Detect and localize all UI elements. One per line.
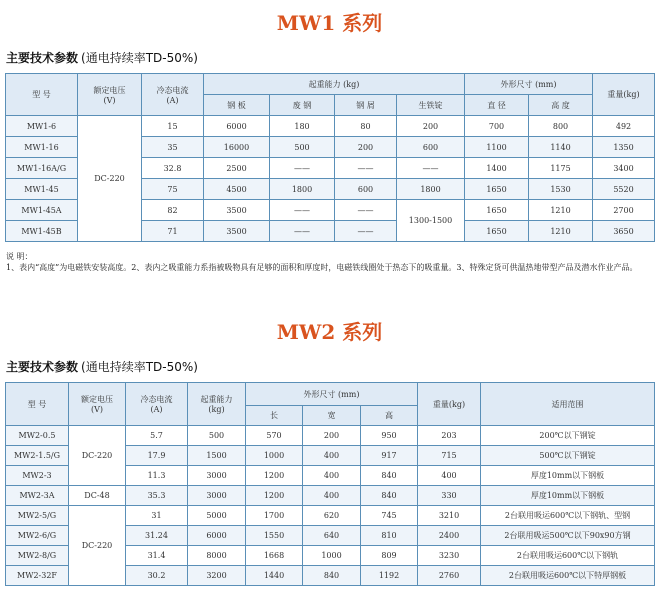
mw1-cell-current: 32.8 — [142, 158, 204, 179]
mw1-cell-pig: —— — [397, 158, 465, 179]
mw1-th-chips: 钢 屑 — [335, 95, 397, 116]
mw1-cell-chips: —— — [335, 200, 397, 221]
mw1-cell-scrap: —— — [270, 158, 335, 179]
mw1-th-voltage-unit: (V) — [103, 95, 116, 105]
mw2-cell-model: MW2-6/G — [6, 526, 69, 546]
mw1-cell-weight: 492 — [593, 116, 655, 137]
mw1-cell-height: 1140 — [529, 137, 593, 158]
mw2-cell-usage: 2台联用吸运500℃以下90x90方钢 — [481, 526, 655, 546]
mw2-cell-weight: 2400 — [418, 526, 481, 546]
mw2-cell-weight: 400 — [418, 466, 481, 486]
mw2-cell-length: 1000 — [246, 446, 303, 466]
mw1-th-diameter: 直 径 — [465, 95, 529, 116]
mw1-cell-voltage: DC-220 — [78, 116, 142, 242]
mw1-cell-model: MW1-45B — [6, 221, 78, 242]
mw2-cell-usage: 2台联用吸运600℃以下钢轨、型钢 — [481, 506, 655, 526]
mw1-cell-current: 71 — [142, 221, 204, 242]
mw2-cell-capacity: 8000 — [188, 546, 246, 566]
mw1-cell-current: 15 — [142, 116, 204, 137]
mw2-cell-usage: 厚度10mm以下钢板 — [481, 486, 655, 506]
mw2-cell-length: 1550 — [246, 526, 303, 546]
mw2-cell-model: MW2-3A — [6, 486, 69, 506]
mw1-cell-weight: 3650 — [593, 221, 655, 242]
mw1-cell-current: 35 — [142, 137, 204, 158]
mw1-th-scrap: 废 钢 — [270, 95, 335, 116]
mw2-cell-length: 1700 — [246, 506, 303, 526]
mw2-table-row — [6, 506, 655, 526]
mw2-cell-weight: 3210 — [418, 506, 481, 526]
mw2-cell-current: 17.9 — [126, 446, 188, 466]
mw2-cell-current: 30.2 — [126, 566, 188, 586]
mw1-cell-current: 82 — [142, 200, 204, 221]
mw2-cell-weight: 2760 — [418, 566, 481, 586]
mw1-cell-plate: 16000 — [204, 137, 270, 158]
mw1-cell-scrap: —— — [270, 221, 335, 242]
mw2-cell-length: 1200 — [246, 486, 303, 506]
mw2-cell-width: 400 — [303, 486, 361, 506]
mw1-notes — [6, 251, 658, 273]
mw1-cell-model: MW1-16A/G — [6, 158, 78, 179]
mw1-header-row-1 — [6, 74, 655, 95]
mw1-th-weight: 重量(kg) — [593, 74, 655, 116]
mw1-cell-pig-shared: 1300-1500 — [397, 200, 465, 242]
mw1-table-row — [6, 116, 655, 137]
mw2-cell-voltage: DC-220 — [69, 506, 126, 586]
mw2-cell-current: 31.4 — [126, 546, 188, 566]
mw2-cell-capacity: 6000 — [188, 526, 246, 546]
mw1-cell-height: 1210 — [529, 200, 593, 221]
mw2-subhead-note: (通电持续率TD-50%) — [81, 360, 198, 374]
mw2-cell-capacity: 500 — [188, 426, 246, 446]
mw2-th-length: 长 — [246, 406, 303, 426]
mw1-title: MW1 系列 — [276, 11, 383, 35]
mw1-cell-plate: 3500 — [204, 221, 270, 242]
mw2-cell-height: 840 — [361, 486, 418, 506]
mw2-cell-voltage: DC-220 — [69, 426, 126, 486]
mw1-cell-chips: 200 — [335, 137, 397, 158]
mw2-cell-current: 11.3 — [126, 466, 188, 486]
mw1-cell-pig: 600 — [397, 137, 465, 158]
mw2-cell-capacity: 3000 — [188, 486, 246, 506]
mw2-th-dims: 外形尺寸 (mm) — [246, 383, 418, 406]
mw2-cell-height: 810 — [361, 526, 418, 546]
mw1-notes-text: 1、表内“高度”为电磁铁安装高度。2、表内之吸重能力系指被吸物具有足够的面积和厚度时，电磁铁线圈处于热态下的吸重量。3、特殊定货可供温热地带型产品及潜水作业产品。 — [6, 263, 638, 272]
mw2-cell-current: 5.7 — [126, 426, 188, 446]
mw2-cell-width: 640 — [303, 526, 361, 546]
mw1-cell-height: 1530 — [529, 179, 593, 200]
mw2-cell-width: 620 — [303, 506, 361, 526]
mw1-th-current-label: 冷态电流 — [156, 85, 189, 95]
mw2-th-weight: 重量(kg) — [418, 383, 481, 426]
mw2-th-usage: 适用范围 — [481, 383, 655, 426]
mw2-cell-usage: 2台联用吸运600℃以下特厚钢板 — [481, 566, 655, 586]
mw1-th-current — [142, 74, 204, 116]
mw1-cell-height: 1175 — [529, 158, 593, 179]
mw1-subhead — [6, 49, 198, 66]
mw1-cell-plate: 4500 — [204, 179, 270, 200]
mw2-cell-width: 1000 — [303, 546, 361, 566]
mw1-th-dims: 外形尺寸 (mm) — [465, 74, 593, 95]
mw2-cell-usage: 厚度10mm以下钢板 — [481, 466, 655, 486]
mw2-th-current-unit: (A) — [150, 405, 163, 414]
mw1-cell-diameter: 700 — [465, 116, 529, 137]
mw1-spec-table — [5, 73, 655, 242]
mw2-th-capacity-unit: (kg) — [208, 405, 225, 414]
mw1-cell-weight: 5520 — [593, 179, 655, 200]
mw2-cell-width: 840 — [303, 566, 361, 586]
mw1-th-voltage-label: 额定电压 — [93, 85, 126, 95]
mw2-th-height: 高 — [361, 406, 418, 426]
mw2-cell-width: 400 — [303, 466, 361, 486]
mw2-cell-length: 1440 — [246, 566, 303, 586]
mw2-cell-width: 400 — [303, 446, 361, 466]
mw2-cell-model: MW2-5/G — [6, 506, 69, 526]
mw2-cell-weight: 715 — [418, 446, 481, 466]
mw1-cell-pig: 200 — [397, 116, 465, 137]
mw2-subhead-label: 主要技术参数 — [6, 360, 79, 374]
mw2-th-current-label: 冷态电流 — [140, 395, 173, 404]
mw1-cell-chips: —— — [335, 221, 397, 242]
mw1-cell-diameter: 1650 — [465, 200, 529, 221]
mw1-cell-model: MW1-6 — [6, 116, 78, 137]
mw2-cell-width: 200 — [303, 426, 361, 446]
mw1-cell-plate: 3500 — [204, 200, 270, 221]
mw2-cell-height: 809 — [361, 546, 418, 566]
mw2-cell-height: 840 — [361, 466, 418, 486]
mw1-cell-scrap: 1800 — [270, 179, 335, 200]
mw1-subhead-label: 主要技术参数 — [6, 51, 79, 65]
mw1-cell-plate: 2500 — [204, 158, 270, 179]
mw1-subhead-note: (通电持续率TD-50%) — [81, 51, 198, 65]
mw2-cell-current: 31.24 — [126, 526, 188, 546]
mw2-subhead — [6, 358, 198, 375]
mw1-cell-chips: 600 — [335, 179, 397, 200]
mw1-th-pig: 生铁锭 — [397, 95, 465, 116]
mw1-cell-model: MW1-45 — [6, 179, 78, 200]
mw2-cell-height: 1192 — [361, 566, 418, 586]
mw2-cell-capacity: 5000 — [188, 506, 246, 526]
mw2-cell-weight: 203 — [418, 426, 481, 446]
mw2-cell-length: 570 — [246, 426, 303, 446]
mw1-cell-diameter: 1650 — [465, 179, 529, 200]
mw1-cell-model: MW1-45A — [6, 200, 78, 221]
mw2-cell-length: 1668 — [246, 546, 303, 566]
mw1-th-voltage — [78, 74, 142, 116]
mw2-cell-capacity: 3000 — [188, 466, 246, 486]
mw1-cell-scrap: 180 — [270, 116, 335, 137]
mw2-table-row — [6, 426, 655, 446]
mw2-header-row-1 — [6, 383, 655, 406]
mw2-cell-height: 950 — [361, 426, 418, 446]
mw2-cell-height: 917 — [361, 446, 418, 466]
mw2-th-model: 型 号 — [6, 383, 69, 426]
mw2-cell-weight: 3230 — [418, 546, 481, 566]
mw2-cell-length: 1200 — [246, 466, 303, 486]
mw2-cell-usage: 2台联用吸运600℃以下钢轨 — [481, 546, 655, 566]
mw1-cell-diameter: 1650 — [465, 221, 529, 242]
mw1-th-model: 型 号 — [6, 74, 78, 116]
mw2-th-capacity-label: 起重能力 — [200, 395, 233, 404]
mw2-th-voltage-label: 额定电压 — [81, 395, 113, 404]
mw2-th-voltage-unit: (V) — [90, 405, 104, 414]
mw1-cell-height: 800 — [529, 116, 593, 137]
mw2-cell-model: MW2-3 — [6, 466, 69, 486]
mw1-cell-current: 75 — [142, 179, 204, 200]
mw2-cell-height: 745 — [361, 506, 418, 526]
mw1-cell-scrap: —— — [270, 200, 335, 221]
mw1-cell-chips: 80 — [335, 116, 397, 137]
mw2-cell-current: 31 — [126, 506, 188, 526]
mw1-cell-model: MW1-16 — [6, 137, 78, 158]
mw2-cell-usage: 200℃以下钢锭 — [481, 426, 655, 446]
mw2-th-voltage — [69, 383, 126, 426]
mw1-cell-diameter: 1400 — [465, 158, 529, 179]
mw1-cell-height: 1210 — [529, 221, 593, 242]
mw2-title: MW2 系列 — [276, 320, 383, 344]
mw1-cell-scrap: 500 — [270, 137, 335, 158]
mw1-cell-weight: 1350 — [593, 137, 655, 158]
mw2-th-width: 宽 — [303, 406, 361, 426]
mw1-cell-weight: 3400 — [593, 158, 655, 179]
mw2-cell-weight: 330 — [418, 486, 481, 506]
mw2-cell-model: MW2-0.5 — [6, 426, 69, 446]
mw1-cell-chips: —— — [335, 158, 397, 179]
mw2-cell-voltage: DC-48 — [69, 486, 126, 506]
mw2-cell-capacity: 1500 — [188, 446, 246, 466]
mw1-cell-diameter: 1100 — [465, 137, 529, 158]
mw2-cell-model: MW2-1.5/G — [6, 446, 69, 466]
mw1-cell-plate: 6000 — [204, 116, 270, 137]
mw2-cell-capacity: 3200 — [188, 566, 246, 586]
mw1-th-height: 高 度 — [529, 95, 593, 116]
mw1-notes-heading: 说 明： — [6, 252, 33, 261]
mw1-cell-pig: 1800 — [397, 179, 465, 200]
mw2-cell-current: 35.3 — [126, 486, 188, 506]
mw2-cell-model: MW2-8/G — [6, 546, 69, 566]
mw2-cell-usage: 500℃以下钢锭 — [481, 446, 655, 466]
mw1-th-plate: 钢 板 — [204, 95, 270, 116]
mw1-th-current-unit: (A) — [166, 95, 179, 105]
mw1-th-capacity: 起重能力 (kg) — [204, 74, 465, 95]
mw2-cell-model: MW2-32F — [6, 566, 69, 586]
mw2-th-capacity — [188, 383, 246, 426]
mw1-cell-weight: 2700 — [593, 200, 655, 221]
mw2-table-row — [6, 486, 655, 506]
mw2-spec-table — [5, 382, 655, 586]
mw2-th-current — [126, 383, 188, 426]
